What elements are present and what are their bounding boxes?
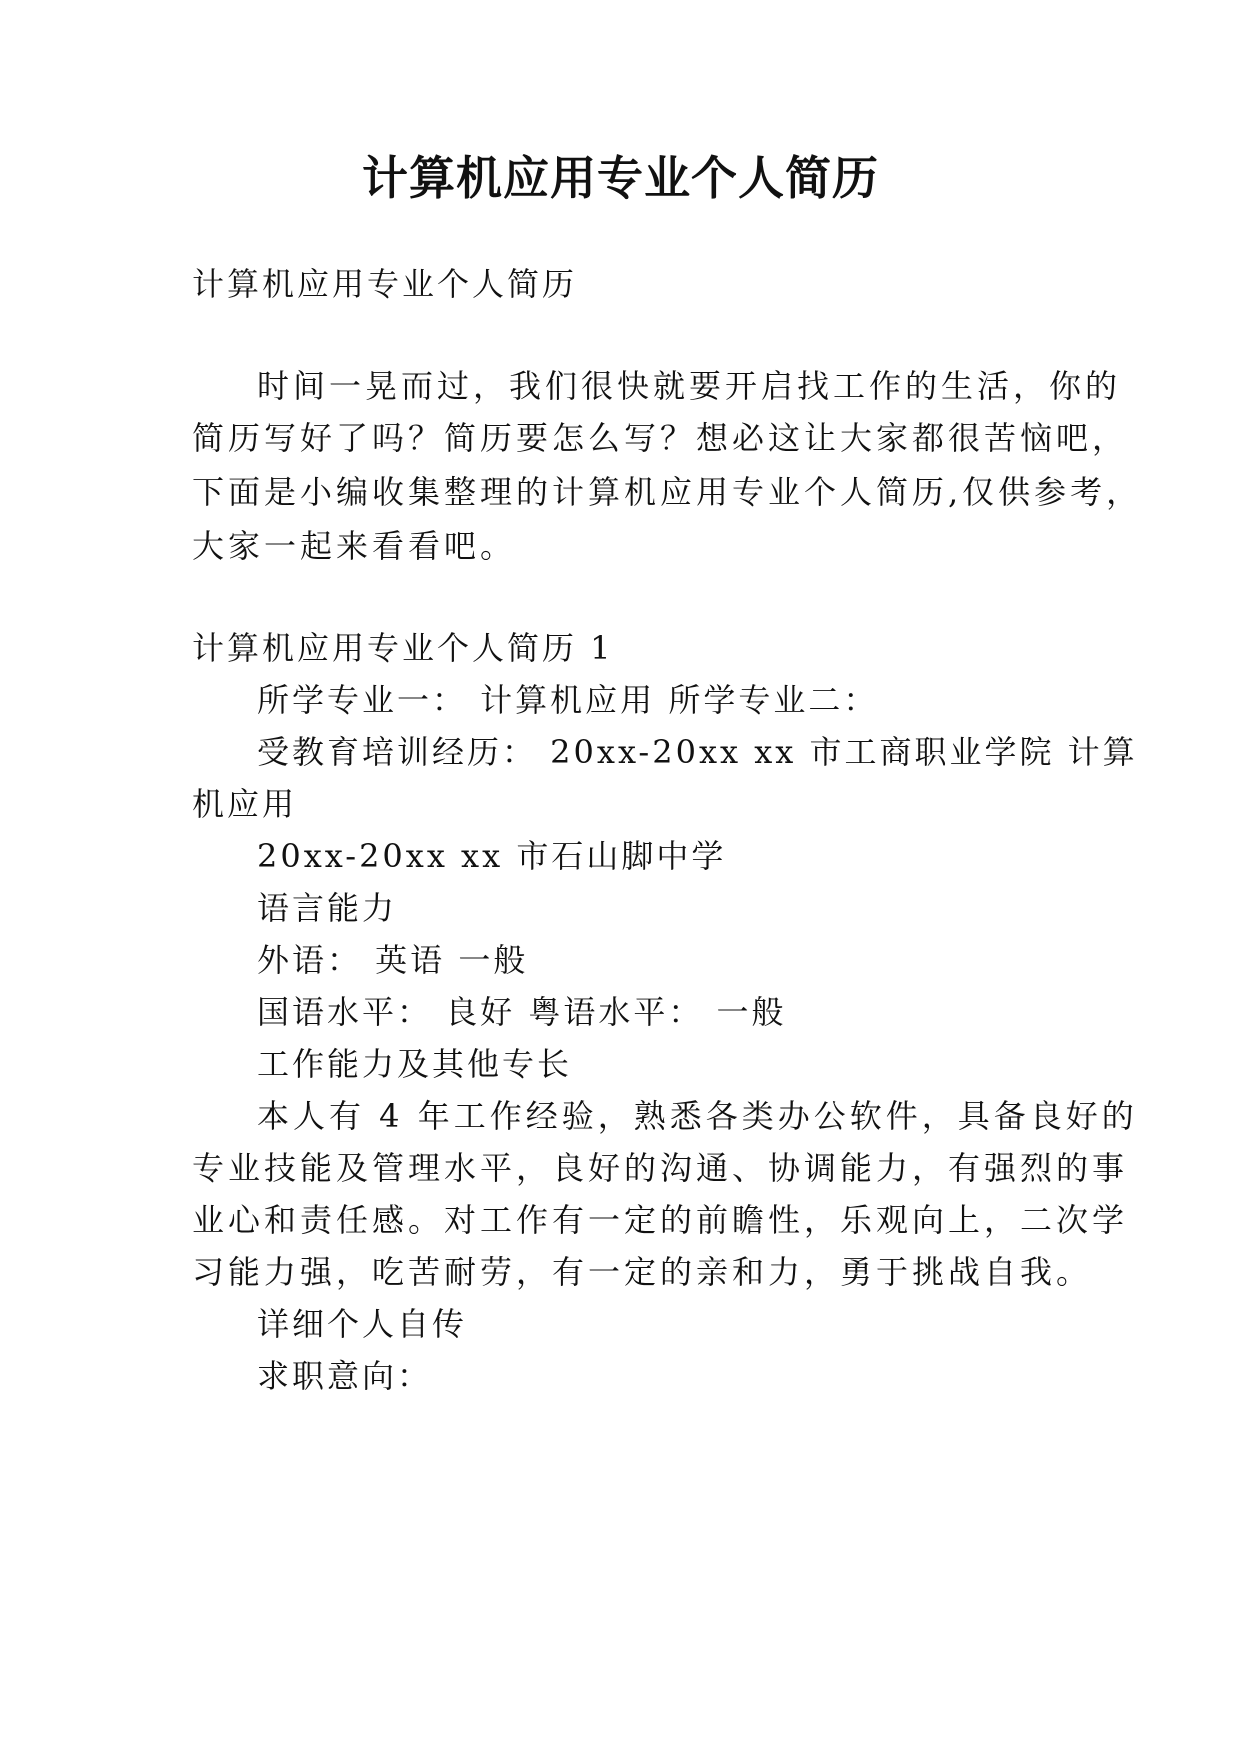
document-subtitle: 计算机应用专业个人简历 [192, 265, 578, 303]
mandarin-line: 国语水平： 良好 粤语水平： 一般 [257, 993, 787, 1031]
work-heading: 工作能力及其他专长 [257, 1045, 573, 1083]
section-heading: 计算机应用专业个人简历 1 [192, 629, 614, 667]
work-text-line-4: 习能力强，吃苦耐劳，有一定的亲和力，勇于挑战自我。 [192, 1253, 1093, 1291]
intro-line-3: 下面是小编收集整理的计算机应用专业个人简历,仅供参考， [192, 473, 1143, 511]
work-text-line-2: 专业技能及管理水平，良好的沟通、协调能力，有强烈的事 [192, 1149, 1129, 1187]
intro-line-1: 时间一晃而过，我们很快就要开启找工作的生活，你的 [257, 367, 1122, 405]
education-line-3: 20xx-20xx xx 市石山脚中学 [257, 837, 727, 875]
job-intention: 求职意向： [257, 1357, 433, 1395]
language-heading: 语言能力 [257, 889, 398, 927]
major-line: 所学专业一： 计算机应用 所学专业二： [257, 681, 879, 719]
document-title: 计算机应用专业个人简历 [362, 151, 879, 205]
intro-line-4: 大家一起来看看吧。 [192, 527, 517, 565]
bio-heading: 详细个人自传 [257, 1305, 468, 1343]
education-line-1: 受教育培训经历： 20xx-20xx xx 市工商职业学院 计算 [257, 733, 1138, 771]
foreign-language-line: 外语： 英语 一般 [257, 941, 529, 979]
education-line-2: 机应用 [192, 785, 298, 823]
work-text-line-3: 业心和责任感。对工作有一定的前瞻性，乐观向上，二次学 [192, 1201, 1129, 1239]
intro-line-2: 简历写好了吗？简历要怎么写？想必这让大家都很苦恼吧， [192, 419, 1129, 457]
work-text-line-1: 本人有 4 年工作经验，熟悉各类办公软件，具备良好的 [257, 1097, 1138, 1135]
